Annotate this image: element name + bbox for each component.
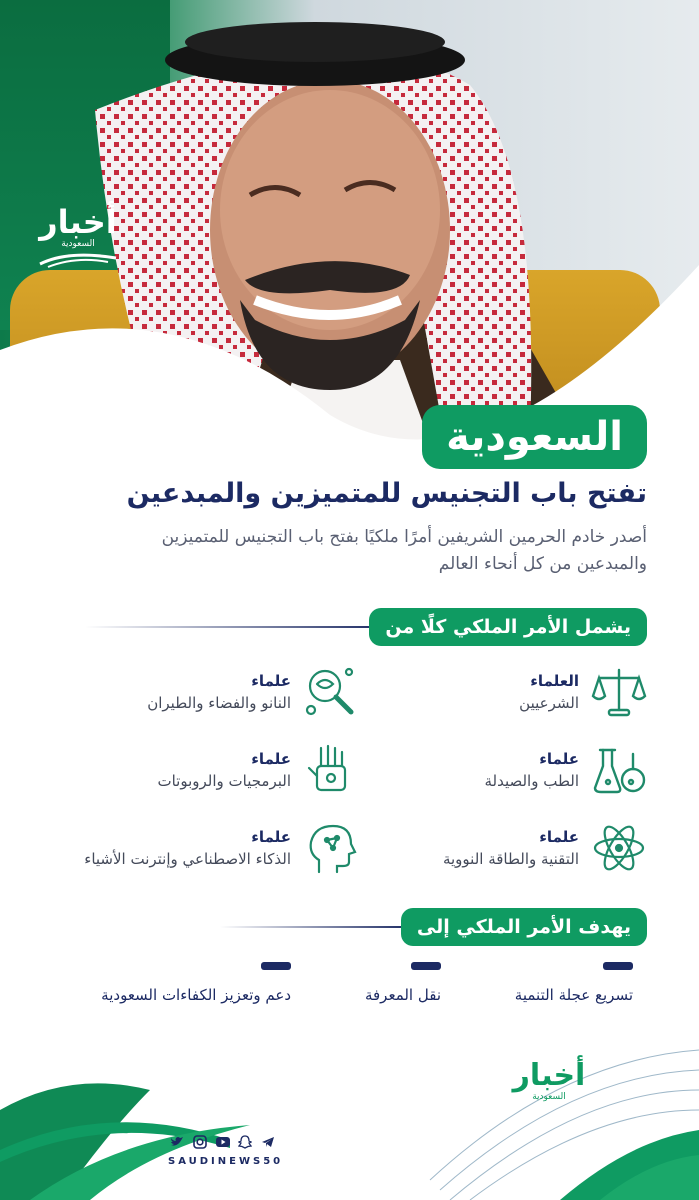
youtube-icon[interactable] [216, 1135, 230, 1149]
item-label: علماء [251, 672, 291, 690]
social-links [170, 1135, 275, 1149]
section-heading-text: يهدف الأمر الملكي إلى [416, 916, 631, 938]
goal-item [515, 962, 633, 1004]
intro-line-1: أصدر خادم الحرمين الشريفين أمرًا ملكيًا بفتح باب التجنيس للمتميزين [161, 527, 647, 547]
brand-logo-text: أخبار [39, 203, 117, 241]
list-item [84, 820, 359, 876]
intro-line-2: والمبدعين من كل أنحاء العالم [438, 554, 647, 574]
twitter-icon[interactable] [170, 1135, 184, 1149]
page-subtitle: تفتح باب التجنيس للمتميزين والمبدعين [126, 478, 647, 509]
telegram-icon[interactable] [261, 1135, 275, 1149]
goal-item [365, 962, 441, 1004]
list-item [157, 742, 359, 798]
list-item [147, 664, 359, 720]
list-item [443, 820, 647, 876]
intro-paragraph [47, 524, 647, 578]
social-handle: SAUDINEWS50 [168, 1156, 284, 1167]
atom-icon [591, 820, 647, 876]
goal-label: تسريع عجلة التنمية [514, 986, 633, 1004]
goal-bar [411, 962, 441, 970]
item-detail: الطب والصيدلة [484, 772, 579, 790]
snapchat-icon[interactable] [238, 1135, 252, 1149]
item-detail: الشرعيين [519, 694, 579, 712]
footer-brand-logo [494, 1060, 604, 1102]
robot-hand-icon [303, 742, 359, 798]
item-label: علماء [539, 750, 579, 768]
item-label: علماء [251, 828, 291, 846]
item-detail: النانو والفضاء والطيران [147, 694, 291, 712]
scales-of-justice-icon [591, 664, 647, 720]
goal-label: دعم وتعزيز الكفاءات السعودية [101, 986, 291, 1004]
goal-label: نقل المعرفة [364, 986, 441, 1004]
goal-bar [261, 962, 291, 970]
goal-bar [603, 962, 633, 970]
section-divider [220, 926, 410, 928]
title-badge [422, 405, 647, 469]
item-detail: التقنية والطاقة النووية [442, 850, 579, 868]
ai-head-icon [303, 820, 359, 876]
section-heading-includes [369, 608, 647, 646]
section-heading-goals [401, 908, 647, 946]
footer-waves [0, 1030, 699, 1200]
lab-flasks-icon [591, 742, 647, 798]
section-heading-text: يشمل الأمر الملكي كلًا من [385, 616, 631, 638]
magnifier-nano-icon [303, 664, 359, 720]
item-label: العلماء [530, 672, 579, 690]
footer-logo-text: أخبار [512, 1058, 586, 1093]
instagram-icon[interactable] [193, 1135, 207, 1149]
page-title: السعودية [446, 414, 623, 460]
item-label: علماء [539, 828, 579, 846]
brand-logo-subtitle: السعودية [61, 239, 95, 249]
item-detail: الذكاء الاصطناعي وإنترنت الأشياء [84, 850, 291, 868]
list-item [519, 664, 647, 720]
goal-item [101, 962, 291, 1004]
section-divider [85, 626, 385, 628]
footer-logo-subtitle: السعودية [532, 1092, 566, 1102]
item-detail: البرمجيات والروبوتات [157, 772, 291, 790]
item-label: علماء [251, 750, 291, 768]
list-item [484, 742, 647, 798]
